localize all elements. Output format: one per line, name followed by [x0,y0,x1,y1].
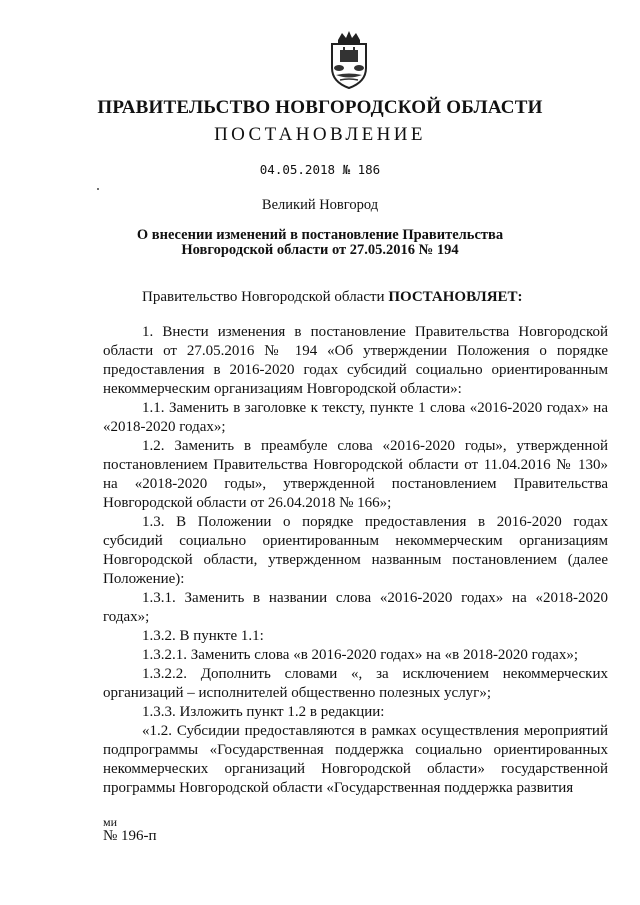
resolution-lead [103,288,608,307]
paragraph-quote-1-2: «1.2. Субсидии предоставляются в рамках осуществления мероприятий подпрограммы «Государственная поддержка социально ориентированных некоммерческих организаций Новгородской области» государственной программы Новгородской области «Государственная поддержка развития [103,723,608,796]
document-body [103,288,608,798]
paragraph-1-3-2-1: 1.3.2.1. Заменить слова «в 2016-2020 годах» на «в 2018-2020 годах»; [142,647,578,663]
scan-speck [97,188,99,190]
paragraph-1-3-2: 1.3.2. В пункте 1.1: [142,628,264,644]
subject-line-2: Новгородской области от 27.05.2016 № 194 [181,242,459,258]
paragraph-1-3-2-2: 1.3.2.2. Дополнить словами «, за исключением некоммерческих организаций – исполнителей общественно полезных услуг»; [103,666,608,701]
paragraph-1: 1. Внести изменения в постановление Правительства Новгородской области от 27.05.2016 № 194 «Об утверждении Положения о порядке предоставления в 2016-2020 годах субсидий социально ориентированным некоммерческим организациям Новгородской области»: [103,324,608,397]
government-title: ПРАВИТЕЛЬСТВО НОВГОРОДСКОЙ ОБЛАСТИ [97,97,543,118]
paragraph-1-3-3: 1.3.3. Изложить пункт 1.2 в редакции: [142,704,385,720]
lead-resolves: ПОСТАНОВЛЯЕТ: [388,289,523,305]
document-footer [103,816,157,844]
city: Великий Новгород [261,197,379,213]
document-date-number: 04.05.2018 № 186 [259,162,381,177]
executor-initials: ми [103,815,118,829]
paragraph-1-2: 1.2. Заменить в преамбуле слова «2016-2020 годы», утвержденной постановлением Правительства Новгородской области от 11.04.2016 № 130» на «2018-2020 годы», утвержденной постановлением Правительства Новгородской области от 26.04.2018 № 166»; [103,438,608,511]
document-type: ПОСТАНОВЛЕНИЕ [214,124,426,145]
novgorod-coat-of-arms-icon [324,30,374,90]
paragraph-1-3: 1.3. В Положении о порядке предоставления в 2016-2020 годах субсидий социально ориентированным некоммерческим организациям Новгородской области, утвержденном названным постановлением (далее Положение): [103,514,608,587]
subject-line-1: О внесении изменений в постановление Правительства [136,227,504,243]
paragraph-1-1: 1.1. Заменить в заголовке к тексту, пункте 1 слова «2016-2020 годах» на «2018-2020 годах»; [103,400,608,435]
registration-number: № 196-п [103,828,157,844]
lead-prefix: Правительство Новгородской области [142,289,389,305]
paragraph-1-3-1: 1.3.1. Заменить в названии слова «2016-2020 годах» на «2018-2020 годах»; [103,590,608,625]
document-subject [0,228,640,258]
